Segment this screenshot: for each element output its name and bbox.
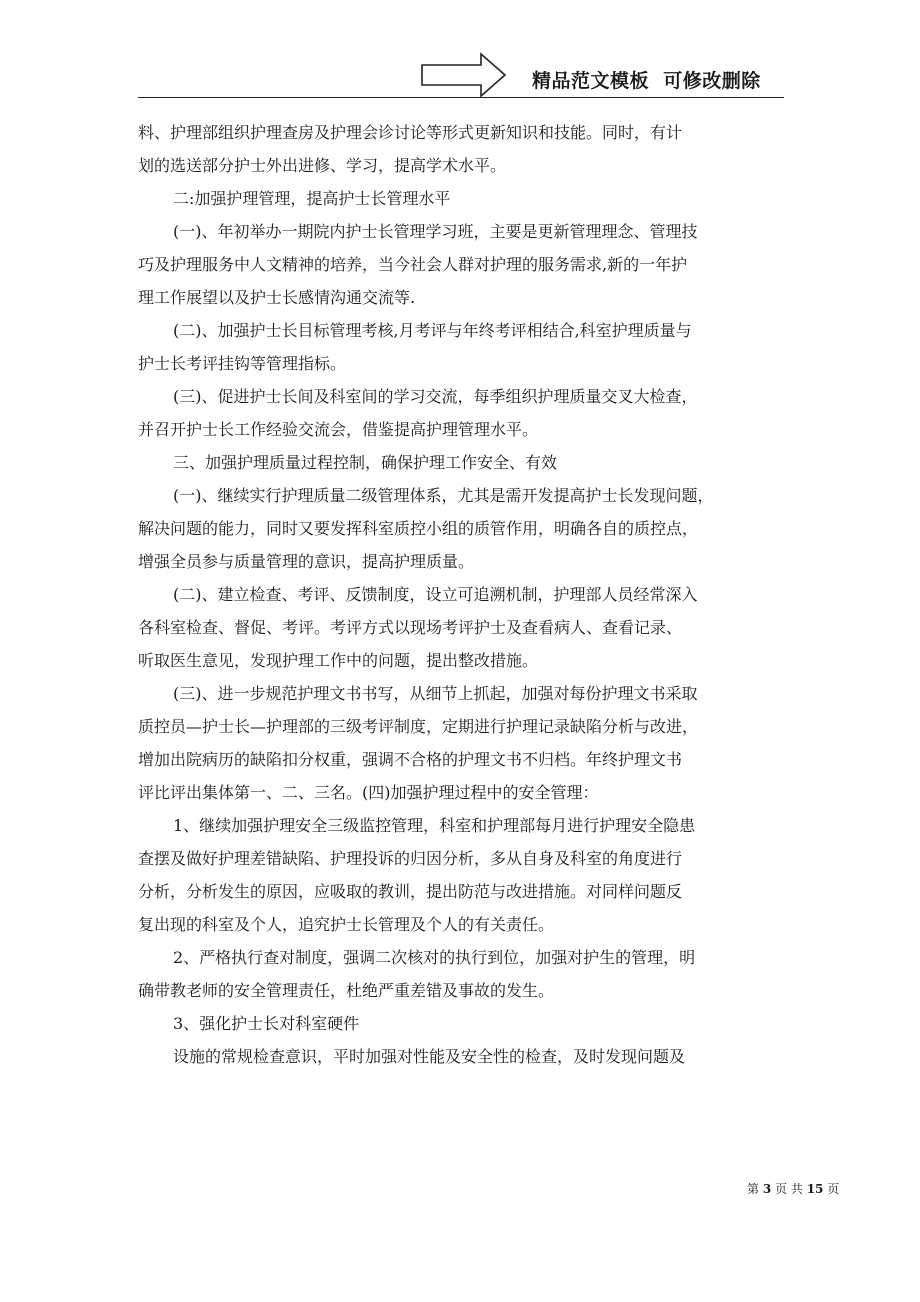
text-line: 设施的常规检查意识，平时加强对性能及安全性的检查，及时发现问题及: [173, 1047, 686, 1066]
total-page-count: 15: [806, 1182, 824, 1196]
text-line: 分析，分析发生的原因，应吸取的教训，提出防范与改进措施。对同样问题反: [138, 882, 683, 901]
text-line: (一)、年初举办一期院内护士长管理学习班，主要是更新管理理念、管理技: [173, 222, 698, 241]
text-line: 查摆及做好护理差错缺陷、护理投诉的归因分析，多从自身及科室的角度进行: [138, 849, 683, 868]
text-line: (二)、建立检查、考评、反馈制度，设立可追溯机制，护理部人员经常深入: [173, 585, 698, 604]
arrow-icon: [421, 52, 507, 98]
text-line: (二)、加强护士长目标管理考核,月考评与年终考评相结合,科室护理质量与: [173, 321, 692, 340]
text-line: 增加出院病历的缺陷扣分权重，强调不合格的护理文书不归档。年终护理文书: [138, 750, 683, 769]
text-line: 3、强化护士长对科室硬件: [173, 1014, 360, 1033]
text-line: (三)、促进护士长间及科室间的学习交流，每季组织护理质量交叉大检查，: [173, 387, 698, 406]
footer-prefix: 第: [747, 1182, 760, 1196]
section-heading: 三、加强护理质量过程控制，确保护理工作安全、有效: [173, 453, 558, 472]
footer-suffix: 页: [827, 1182, 840, 1196]
text-line: 2、严格执行查对制度，强调二次核对的执行到位，加强对护生的管理，明: [173, 948, 696, 967]
footer-middle: 页 共: [775, 1182, 803, 1196]
text-line: 质控员—护士长—护理部的三级考评制度，定期进行护理记录缺陷分析与改进，: [138, 717, 699, 736]
text-line: 解决问题的能力，同时又要发挥科室质控小组的质管作用，明确各自的质控点，: [138, 519, 699, 538]
text-line: 复出现的科室及个人，追究护士长管理及个人的有关责任。: [138, 915, 555, 934]
text-line: 确带教老师的安全管理责任，杜绝严重差错及事故的发生。: [138, 981, 555, 1000]
text-line: 听取医生意见，发现护理工作中的问题，提出整改措施。: [138, 651, 539, 670]
text-line: (三)、进一步规范护理文书书写，从细节上抓起，加强对每份护理文书采取: [173, 684, 698, 703]
text-line: 划的选送部分护士外出进修、学习，提高学术水平。: [138, 156, 507, 175]
text-line: 护士长考评挂钩等管理指标。: [138, 354, 347, 373]
text-line: 理工作展望以及护士长感情沟通交流等.: [138, 288, 416, 307]
text-line: 巧及护理服务中人文精神的培养，当今社会人群对护理的服务需求,新的一年护: [138, 255, 688, 274]
document-body: [138, 116, 788, 1073]
text-line: 各科室检查、督促、考评。考评方式以现场考评护士及查看病人、查看记录、: [138, 618, 683, 637]
text-line: (一)、继续实行护理质量二级管理体系，尤其是需开发提高护士长发现问题，: [173, 486, 714, 505]
text-line: 1、继续加强护理安全三级监控管理，科室和护理部每月进行护理安全隐患: [173, 816, 696, 835]
text-line: 并召开护士长工作经验交流会，借鉴提高护理管理水平。: [138, 420, 539, 439]
current-page-number: 3: [762, 1182, 772, 1196]
header-rule: [138, 97, 784, 98]
text-line: 料、护理部组织护理查房及护理会诊讨论等形式更新知识和技能。同时，有计: [138, 123, 683, 142]
header-title: 精品范文模板 可修改删除: [532, 70, 761, 92]
page-header: [138, 48, 784, 100]
page-footer: [747, 1180, 839, 1197]
text-line: 增强全员参与质量管理的意识，提高护理质量。: [138, 552, 475, 571]
section-heading: 二:加强护理管理，提高护士长管理水平: [173, 189, 451, 208]
text-line: 评比评出集体第一、二、三名。(四)加强护理过程中的安全管理：: [138, 783, 599, 802]
